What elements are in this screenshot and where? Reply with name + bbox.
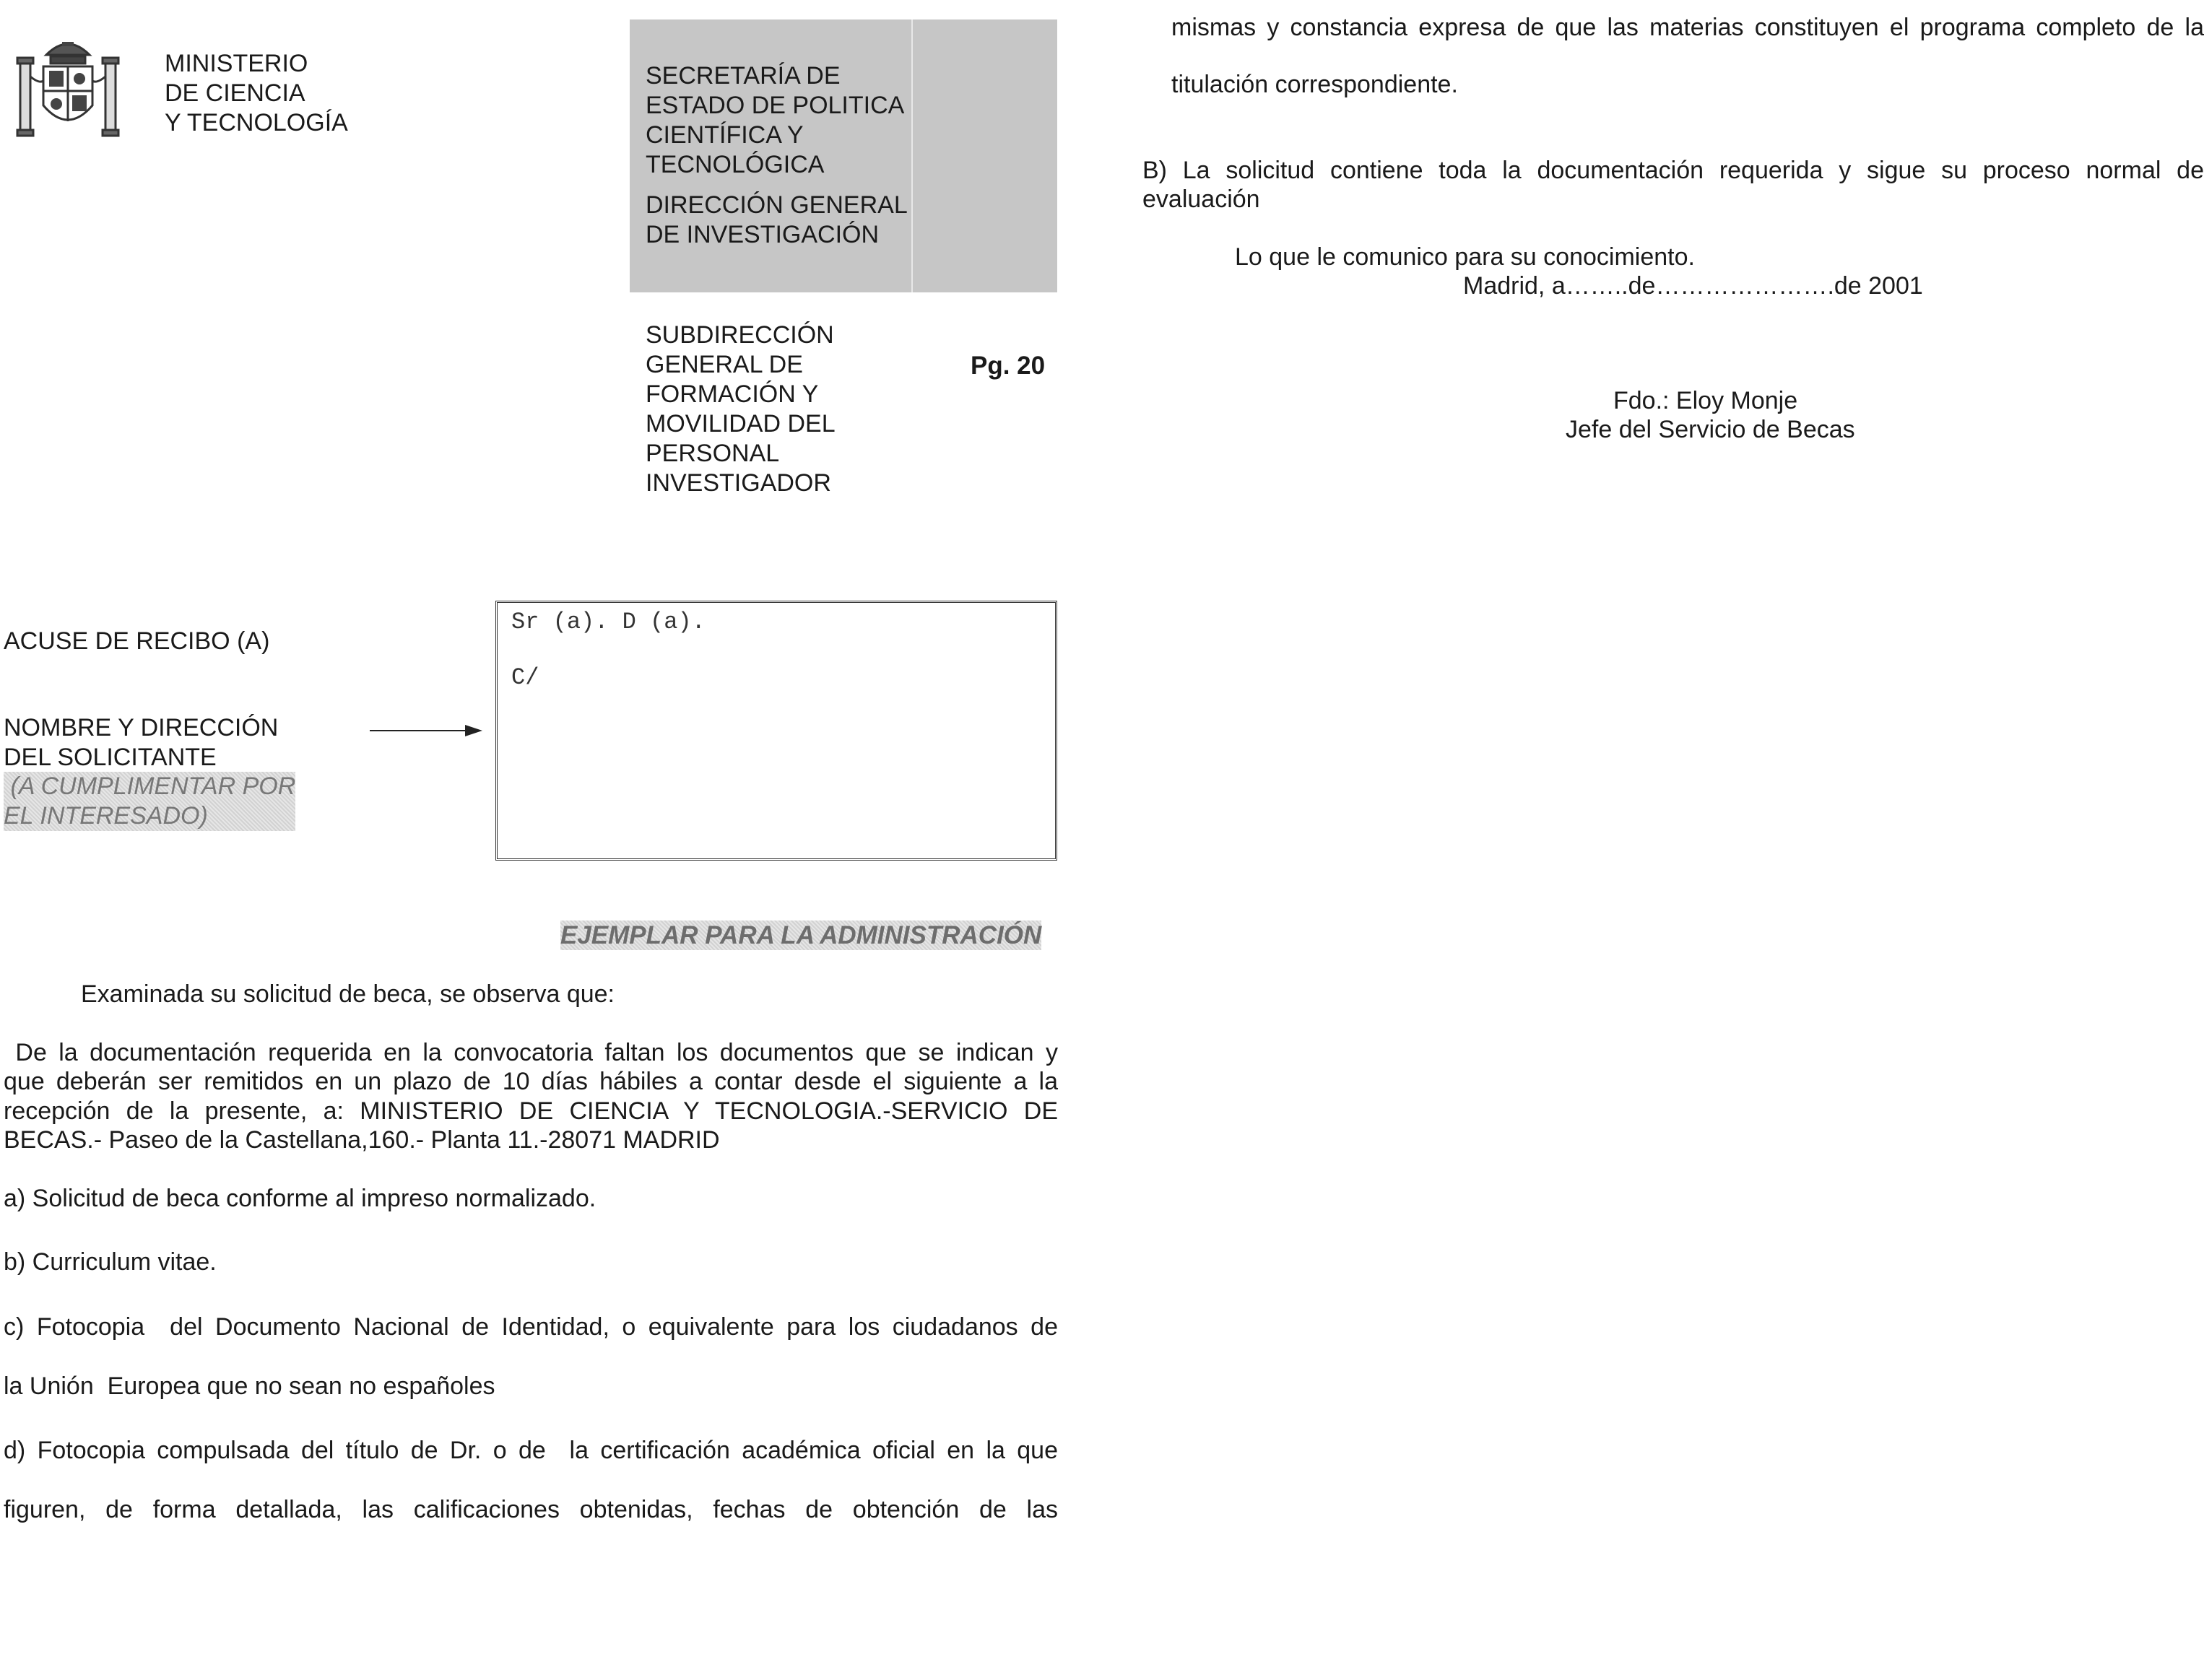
subdireccion-line: INVESTIGADOR bbox=[646, 469, 831, 497]
address-name-line[interactable]: Sr (a). D (a). bbox=[511, 609, 706, 635]
direccion-block bbox=[646, 191, 908, 250]
date-line: Madrid, a……..de………………….de 2001 bbox=[1463, 272, 1923, 300]
paragraph-line: recepción de la presente, a: MINISTERIO DE CIENCIA Y TECNOLOGIA.-SERVICIO DE bbox=[4, 1097, 1058, 1125]
item-c-line: c) Fotocopia del Documento Nacional de Identidad, o equivalente para los ciudadanos de bbox=[4, 1313, 1058, 1341]
continuation-line: titulación correspondiente. bbox=[1171, 71, 1458, 98]
direccion-line: DIRECCIÓN GENERAL bbox=[646, 191, 908, 219]
arrow-right-icon bbox=[370, 723, 482, 738]
continuation-line: mismas y constancia expresa de que las materias constituyen el programa completo de la bbox=[1171, 14, 2204, 41]
fill-in-note-line: (A CUMPLIMENTAR POR bbox=[4, 772, 296, 800]
ministry-line: DE CIENCIA bbox=[165, 79, 305, 107]
intro-text: Examinada su solicitud de beca, se observa que: bbox=[81, 980, 615, 1008]
applicant-label-line: NOMBRE Y DIRECCIÓN bbox=[4, 714, 279, 741]
header-box-divider bbox=[911, 19, 913, 292]
item-b-upper-line: evaluación bbox=[1142, 186, 1260, 213]
ministry-line: Y TECNOLOGÍA bbox=[165, 109, 348, 136]
paragraph-line: De la documentación requerida en la convocatoria faltan los documentos que se indican y bbox=[4, 1039, 1058, 1066]
paragraph-line: que deberán ser remitidos en un plazo de 10 días hábiles a contar desde el siguiente a la bbox=[4, 1068, 1058, 1095]
item-a: a) Solicitud de beca conforme al impreso normalizado. bbox=[4, 1185, 596, 1212]
item-c-line: la Unión Europea que no sean no españoles bbox=[4, 1372, 495, 1400]
item-b: b) Curriculum vitae. bbox=[4, 1248, 217, 1276]
item-d-line: figuren, de forma detallada, las calificaciones obtenidas, fechas de obtención de las bbox=[4, 1496, 1058, 1523]
subdireccion-block bbox=[646, 321, 836, 498]
acuse-label: ACUSE DE RECIBO (A) bbox=[4, 627, 270, 655]
coat-of-arms-icon bbox=[10, 26, 126, 142]
signature-name: Fdo.: Eloy Monje bbox=[1613, 387, 1798, 414]
signature-title: Jefe del Servicio de Becas bbox=[1566, 416, 1855, 443]
secretaria-line: SECRETARÍA DE bbox=[646, 62, 841, 90]
secretaria-line: TECNOLÓGICA bbox=[646, 151, 825, 178]
item-b-upper-line: B) La solicitud contiene toda la documentación requerida y sigue su proceso normal de bbox=[1142, 157, 2204, 184]
subdireccion-line: SUBDIRECCIÓN bbox=[646, 321, 834, 349]
fill-in-note bbox=[4, 772, 295, 831]
secretaria-line: ESTADO DE POLITICA bbox=[646, 92, 905, 119]
direccion-line: DE INVESTIGACIÓN bbox=[646, 221, 880, 248]
paragraph-line: BECAS.- Paseo de la Castellana,160.- Planta 11.-28071 MADRID bbox=[4, 1126, 720, 1154]
fill-in-note-line: EL INTERESADO) bbox=[4, 802, 208, 830]
subdireccion-line: FORMACIÓN Y bbox=[646, 380, 819, 408]
address-box[interactable] bbox=[495, 601, 1057, 861]
address-street-line[interactable]: C/ bbox=[511, 664, 539, 691]
applicant-label-line: DEL SOLICITANTE bbox=[4, 744, 217, 771]
secretaria-line: CIENTÍFICA Y bbox=[646, 121, 804, 149]
item-d-line: d) Fotocopia compulsada del título de Dr. o de la certificación académica oficial en la que bbox=[4, 1437, 1058, 1464]
subdireccion-line: GENERAL DE bbox=[646, 351, 803, 378]
copy-label: EJEMPLAR PARA LA ADMINISTRACIÓN bbox=[560, 921, 1042, 949]
communication-line: Lo que le comunico para su conocimiento. bbox=[1235, 243, 1695, 271]
applicant-label bbox=[4, 713, 278, 772]
ministry-name bbox=[165, 49, 348, 138]
subdireccion-line: PERSONAL bbox=[646, 440, 780, 467]
subdireccion-line: MOVILIDAD DEL bbox=[646, 410, 836, 438]
page-number: Pg. 20 bbox=[971, 352, 1046, 380]
secretaria-block bbox=[646, 61, 904, 180]
ministry-line: MINISTERIO bbox=[165, 50, 308, 77]
